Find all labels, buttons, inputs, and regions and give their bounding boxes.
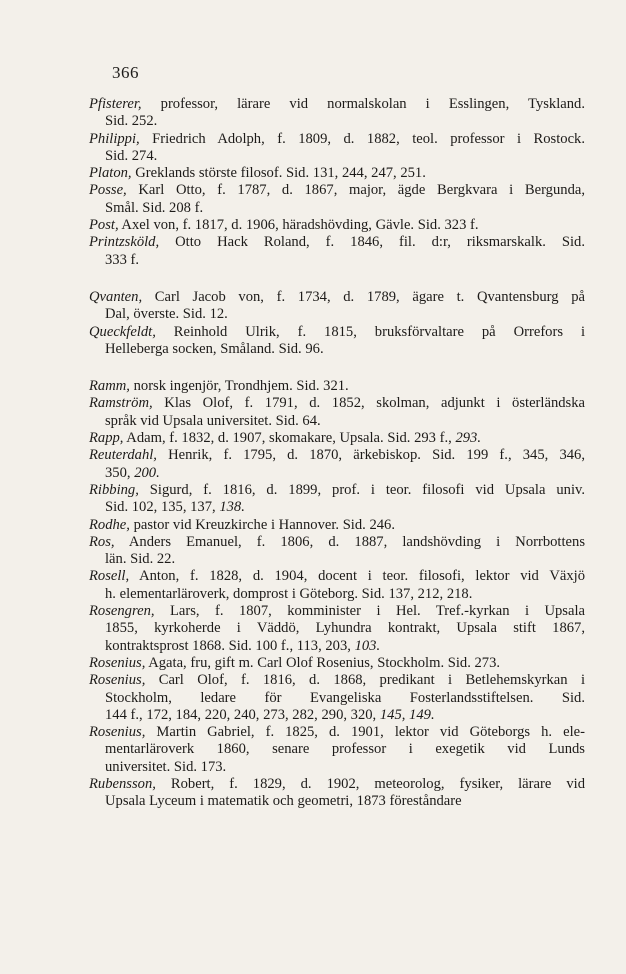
entry-name: Rubensson, [89, 775, 156, 792]
entry-name: Pfisterer, [89, 96, 142, 112]
index-entry [89, 234, 585, 269]
entry-text: Agata, fru, gift m. Carl Olof Rosenius, Stockholm. Sid. 273. [145, 654, 501, 671]
entry-text: 293. [455, 430, 481, 447]
entry-text: 138. [219, 499, 245, 516]
entry-name: Queckfeldt, [89, 323, 156, 340]
entry-text: Otto Hack Roland, f. 1846, fil. d:r, riksmarskalk. Sid. [159, 234, 585, 251]
entry-name: Rosenius, [89, 724, 146, 741]
entry-name: Rosenius, [89, 654, 146, 671]
entry-name: Rodhe, [89, 516, 130, 533]
entry-name: Rosell, [89, 568, 130, 585]
entry-first-line [89, 534, 585, 551]
entry-continuation-line [89, 759, 585, 776]
entry-first-line [89, 517, 585, 534]
entry-text: Lars, f. 1807, komminister i Hel. Tref.-kyrkan i Upsala [154, 603, 585, 620]
entry-name: Printzsköld, [89, 234, 160, 251]
entry-text: pastor vid Kreuzkirche i Hannover. Sid. 246. [129, 516, 395, 533]
entry-continuation-line [89, 707, 585, 724]
entry-continuation-line [89, 113, 585, 130]
entry-text: språk vid Upsala universitet. Sid. 64. [105, 412, 321, 429]
entry-name: Reuterdahl, [89, 447, 157, 464]
index-entry [89, 672, 585, 724]
entry-continuation-line [89, 200, 585, 217]
entry-text: Friedrich Adolph, f. 1809, d. 1882, teol. professor i Rostock. [139, 130, 585, 147]
entry-first-line [89, 430, 585, 447]
entry-first-line [89, 672, 585, 689]
index-entry [89, 568, 585, 603]
entry-text: Robert, f. 1829, d. 1902, meteorolog, fysiker, lärare vid [155, 775, 585, 792]
entry-text: Axel von, f. 1817, d. 1906, häradshövding, Gävle. Sid. 323 f. [118, 217, 479, 234]
entry-text: Helleberga socken, Småland. Sid. 96. [105, 340, 324, 357]
entry-continuation-line [89, 690, 585, 707]
entry-continuation-line [89, 620, 585, 637]
entry-continuation-line [89, 741, 585, 758]
entry-first-line [89, 482, 585, 499]
entry-first-line [89, 131, 585, 148]
entry-continuation-line [89, 793, 585, 810]
entry-continuation-line [89, 341, 585, 358]
entry-text: Adam, f. 1832, d. 1907, skomakare, Upsala. Sid. 293 f., [123, 430, 456, 447]
index-entry [89, 482, 585, 517]
index-entry [89, 534, 585, 569]
entry-continuation-line [89, 499, 585, 516]
entry-text: universitet. Sid. 173. [105, 758, 227, 775]
entry-name: Rosenius, [89, 672, 146, 689]
entry-first-line [89, 655, 585, 672]
letter-group-gap [89, 269, 585, 289]
entry-name: Qvanten, [89, 288, 143, 305]
index-entry [89, 131, 585, 166]
entry-text: Carl Olof, f. 1816, d. 1868, predikant i Betlehemskyrkan i [145, 672, 585, 689]
index-entry [89, 724, 585, 776]
entry-text: Anton, f. 1828, d. 1904, docent i teor. filosofi, lektor vid Växjö [129, 568, 585, 585]
entry-text: Sid. 102, 135, 137, [105, 499, 220, 516]
index-entry [89, 395, 585, 430]
entry-continuation-line [89, 551, 585, 568]
entry-text: 350, [105, 464, 135, 481]
entry-first-line [89, 96, 585, 113]
entry-text: 144 f., 172, 184, 220, 240, 273, 282, 290, 320, [105, 706, 380, 723]
entry-name: Rosengren, [89, 603, 155, 620]
entry-text: Martin Gabriel, f. 1825, d. 1901, lektor vid Göteborgs h. ele- [145, 724, 585, 741]
entry-text: Henrik, f. 1795, d. 1870, ärkebiskop. Sid. 199 f., 345, 346, [156, 447, 585, 464]
index-entry [89, 324, 585, 359]
entry-continuation-line [89, 586, 585, 603]
entry-text: 200. [134, 464, 160, 481]
entry-text: Sid. 274. [105, 147, 158, 164]
entry-name: Ribbing, [89, 481, 139, 498]
letter-group-gap [89, 358, 585, 378]
entry-text: Karl Otto, f. 1787, d. 1867, major, ägde Bergkvara i Bergunda, [126, 182, 585, 199]
entry-continuation-line [89, 148, 585, 165]
entry-text: mentarläroverk 1860, senare professor i exegetik vid Lunds [105, 741, 585, 758]
entry-first-line [89, 603, 585, 620]
index-entry [89, 517, 585, 534]
index-entry [89, 289, 585, 324]
entry-first-line [89, 378, 585, 395]
entry-text: Sid. 252. [105, 113, 158, 130]
entry-text: 145, 149. [379, 706, 435, 723]
entry-name: Philippi, [89, 130, 140, 147]
index-column [89, 96, 585, 811]
entry-name: Posse, [89, 182, 127, 199]
entry-first-line [89, 165, 585, 182]
index-entry [89, 603, 585, 655]
index-entry [89, 430, 585, 447]
entry-name: Rapp, [89, 430, 124, 447]
entry-name: Platon, [89, 165, 132, 182]
entry-text: Reinhold Ulrik, f. 1815, bruksförvaltare på Orrefors i [155, 323, 585, 340]
entry-text: län. Sid. 22. [105, 551, 176, 568]
entry-text: 333 f. [105, 251, 140, 268]
entry-continuation-line [89, 306, 585, 323]
index-entry [89, 96, 585, 131]
entry-text: Smål. Sid. 208 f. [105, 199, 204, 216]
entry-first-line [89, 289, 585, 306]
entry-text: Sigurd, f. 1816, d. 1899, prof. i teor. filosofi vid Upsala univ. [138, 481, 585, 498]
entry-name: Ramström, [89, 395, 153, 412]
entry-first-line [89, 776, 585, 793]
entry-text: Greklands störste filosof. Sid. 131, 244, 247, 251. [131, 165, 426, 182]
entry-name: Post, [89, 217, 119, 234]
entry-text: norsk ingenjör, Trondhjem. Sid. 321. [129, 378, 349, 395]
index-entry [89, 165, 585, 182]
entry-first-line [89, 234, 585, 251]
entry-text: Anders Emanuel, f. 1806, d. 1887, landshövding i Norrbottens [114, 533, 585, 550]
entry-first-line [89, 568, 585, 585]
entry-name: Ros, [89, 533, 115, 550]
entry-first-line [89, 182, 585, 199]
entry-text: Stockholm, ledare för Evangeliska Fosterlandsstiftelsen. Sid. [105, 689, 585, 706]
entry-first-line [89, 217, 585, 234]
entry-text: 103. [354, 637, 381, 654]
index-entry [89, 447, 585, 482]
entry-first-line [89, 724, 585, 741]
entry-continuation-line [89, 413, 585, 430]
index-entry [89, 655, 585, 672]
entry-text: h. elementarläroverk, domprost i Göteborg. Sid. 137, 212, 218. [105, 585, 473, 602]
entry-first-line [89, 447, 585, 464]
index-entry [89, 776, 585, 811]
entry-name: Ramm, [89, 378, 130, 395]
entry-text: Klas Olof, f. 1791, d. 1852, skolman, adjunkt i österländska [152, 395, 585, 412]
entry-text: professor, lärare vid normalskolan i Esslingen, Tyskland. [141, 96, 585, 112]
entry-first-line [89, 395, 585, 412]
entry-continuation-line [89, 465, 585, 482]
entry-text: 1855, kyrkoherde i Väddö, Lyhundra kontrakt, Upsala stift 1867, [105, 620, 585, 637]
entry-text: Carl Jacob von, f. 1734, d. 1789, ägare t. Qvantensburg på [142, 288, 585, 305]
entry-text: kontraktsprost 1868. Sid. 100 f., 113, 203, [105, 637, 355, 654]
entry-text: Dal, överste. Sid. 12. [105, 306, 228, 323]
index-entry [89, 217, 585, 234]
entry-continuation-line [89, 252, 585, 269]
entry-text: Upsala Lyceum i matematik och geometri, 1873 föreståndare [105, 793, 462, 810]
entry-first-line [89, 324, 585, 341]
index-entry [89, 182, 585, 217]
page-number: 366 [112, 63, 139, 82]
index-entry [89, 378, 585, 395]
entry-continuation-line [89, 638, 585, 655]
